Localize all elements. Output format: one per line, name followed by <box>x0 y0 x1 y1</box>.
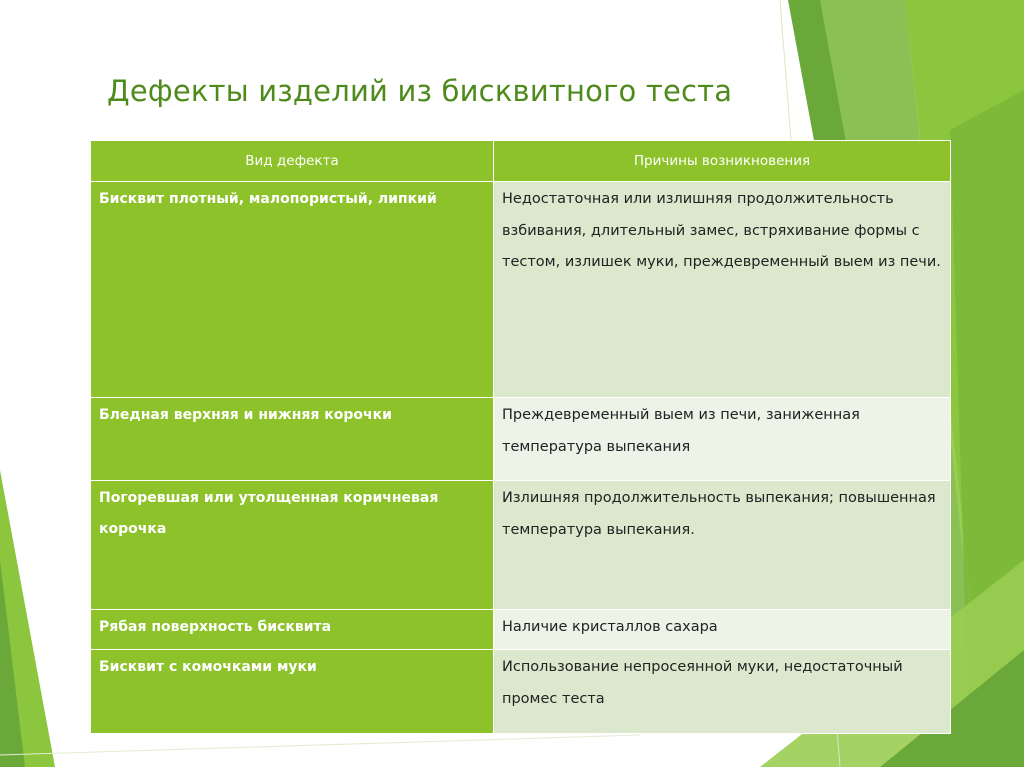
table-row <box>91 610 951 650</box>
table-row <box>91 182 951 398</box>
defect-cell: Бисквит плотный, малопористый, липкий <box>91 182 494 398</box>
cause-cell: Преждевременный выем из печи, заниженная температура выпекания <box>494 398 951 481</box>
table-row <box>91 650 951 734</box>
cause-cell: Наличие кристаллов сахара <box>494 610 951 650</box>
header-causes: Причины возникновения <box>494 141 951 182</box>
defect-cell: Рябая поверхность бисквита <box>91 610 494 650</box>
table-row <box>91 481 951 610</box>
defect-cell: Бисквит с комочками муки <box>91 650 494 734</box>
decor-hairline-bottom <box>0 735 640 755</box>
table-header-row <box>91 141 951 182</box>
defect-cell: Погоревшая или утолщенная коричневая корочка <box>91 481 494 610</box>
table-row <box>91 398 951 481</box>
defects-table <box>90 140 951 734</box>
defect-cell: Бледная верхняя и нижняя корочки <box>91 398 494 481</box>
cause-cell: Недостаточная или излишняя продолжительность взбивания, длительный замес, встряхивание формы с тестом, излишек муки, преждевременный выем из печи. <box>494 182 951 398</box>
header-defect-type: Вид дефекта <box>91 141 494 182</box>
cause-cell: Излишняя продолжительность выпекания; повышенная температура выпекания. <box>494 481 951 610</box>
slide-title: Дефекты изделий из бисквитного теста <box>107 74 733 108</box>
cause-cell: Использование непросеянной муки, недостаточный промес теста <box>494 650 951 734</box>
